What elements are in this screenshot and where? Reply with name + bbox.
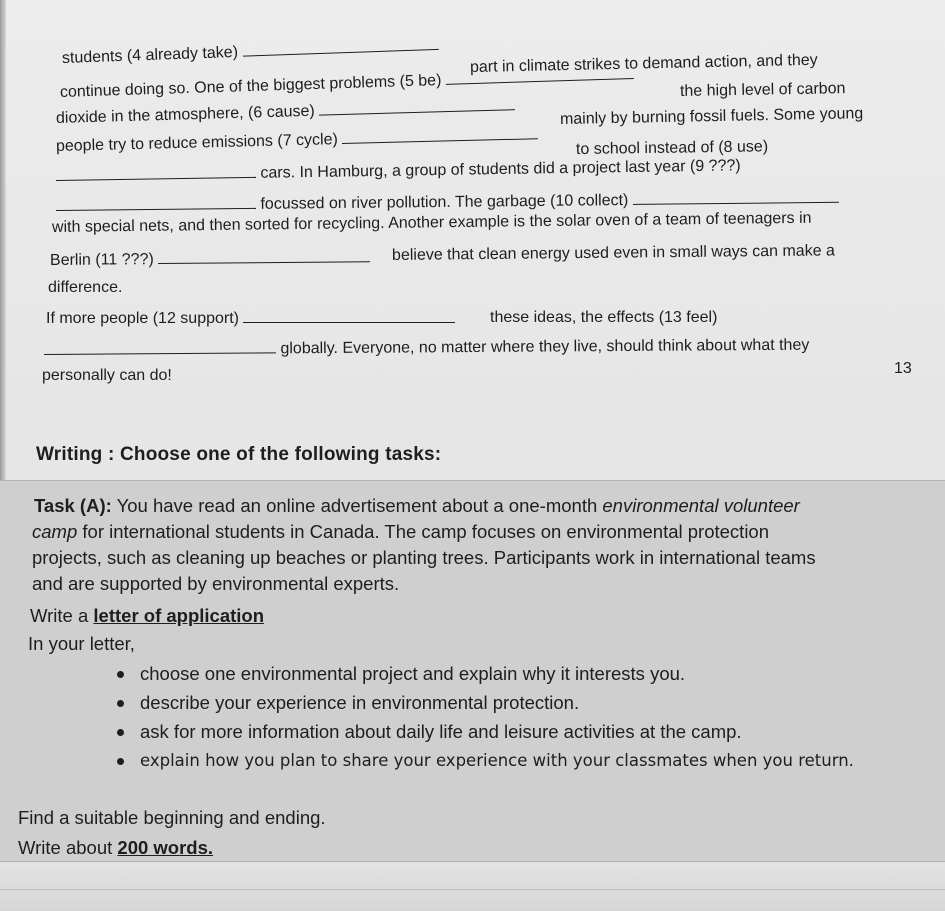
page-bottom xyxy=(0,862,945,911)
task-label: Task (A): xyxy=(34,495,112,516)
bullet-item-2: describe your experience in environmental protection. xyxy=(140,692,580,713)
gap-text: If more people (12 support) xyxy=(46,310,239,327)
gap-line-9: difference. xyxy=(48,279,123,296)
answer-blank-7[interactable] xyxy=(342,124,538,144)
find-beginning: Find a suitable beginning and ending. xyxy=(18,807,326,828)
task-line-2 xyxy=(32,521,769,543)
task-line-4: and are supported by environmental experts. xyxy=(32,573,400,594)
gap-line-11 xyxy=(44,335,809,361)
answer-blank-12[interactable] xyxy=(243,308,455,323)
gap-line-4a xyxy=(56,124,539,157)
task-text: for international students in Canada. The camp focuses on environmental protection xyxy=(77,521,770,542)
gap-text: dioxide in the atmosphere, (6 cause) xyxy=(55,102,315,127)
writing-heading: Writing : Choose one of the following tasks: xyxy=(36,444,442,465)
gap-text: globally. Everyone, no matter where they live, should think about what they xyxy=(280,336,810,358)
task-box xyxy=(0,480,945,862)
answer-blank-6[interactable] xyxy=(319,95,515,115)
bullet-item-1: choose one environmental project and explain why it interests you. xyxy=(140,663,686,684)
gap-line-10b: these ideas, the effects (13 feel) xyxy=(490,309,718,326)
task-italic: camp xyxy=(32,521,78,542)
task-text: Write about xyxy=(18,837,118,858)
gap-line-7: with special nets, and then sorted for recycling. Another example is the solar oven of a team of teenagers in xyxy=(51,209,812,236)
answer-blank-10[interactable] xyxy=(633,188,839,205)
bullet-icon xyxy=(117,758,124,765)
answer-blank-11[interactable] xyxy=(158,247,370,264)
word-count: 200 words. xyxy=(117,837,214,858)
answer-blank-4[interactable] xyxy=(242,35,438,57)
task-text: You have read an online advertisement about a one-month xyxy=(111,495,603,516)
task-line-1 xyxy=(34,495,800,517)
bullet-item-4: explain how you plan to share your experience with your classmates when you return. xyxy=(140,751,854,770)
gap-line-2a xyxy=(60,64,634,103)
gap-text: Berlin (11 ???) xyxy=(49,251,154,269)
gap-line-1b: part in climate strikes to demand action, and they xyxy=(469,51,818,76)
gap-line-1a xyxy=(62,35,439,69)
gap-line-10a xyxy=(46,308,455,329)
gap-text: continue doing so. One of the biggest problems (5 be) xyxy=(59,72,442,101)
letter-of-application: letter of application xyxy=(93,605,265,626)
gap-text: focussed on river pollution. The garbage (10 collect) xyxy=(260,192,629,213)
gap-line-2b: the high level of carbon xyxy=(679,80,846,100)
gap-line-12: personally can do! xyxy=(42,367,172,384)
points-score: 13 xyxy=(894,360,912,377)
task-italic: environmental volunteer xyxy=(602,495,800,516)
answer-blank-8[interactable] xyxy=(56,163,256,181)
task-line-3: projects, such as cleaning up beaches or planting trees. Participants work in international teams xyxy=(32,547,816,568)
word-count-instruction xyxy=(18,837,213,859)
gap-line-5 xyxy=(56,155,741,187)
bullet-item-3: ask for more information about daily life and leisure activities at the camp. xyxy=(140,721,742,742)
gap-line-3b: mainly by burning fossil fuels. Some young xyxy=(559,105,864,128)
gap-text: cars. In Hamburg, a group of students did a project last year (9 ???) xyxy=(260,157,741,182)
gap-text: people try to reduce emissions (7 cycle) xyxy=(55,131,339,155)
divider xyxy=(0,889,945,890)
task-text: Write a xyxy=(30,605,94,626)
bullet-icon xyxy=(117,671,124,678)
gap-line-8b: believe that clean energy used even in small ways can make a xyxy=(391,242,835,264)
in-your-letter: In your letter, xyxy=(28,633,135,654)
gap-line-8a xyxy=(50,247,370,271)
bullet-icon xyxy=(117,729,124,736)
gap-text: students (4 already take) xyxy=(61,43,239,67)
gap-line-4b: to school instead of (8 use) xyxy=(575,138,769,158)
write-instruction xyxy=(30,605,264,627)
bullet-icon xyxy=(117,700,124,707)
answer-blank-13[interactable] xyxy=(44,338,276,355)
answer-blank-9[interactable] xyxy=(56,194,256,211)
